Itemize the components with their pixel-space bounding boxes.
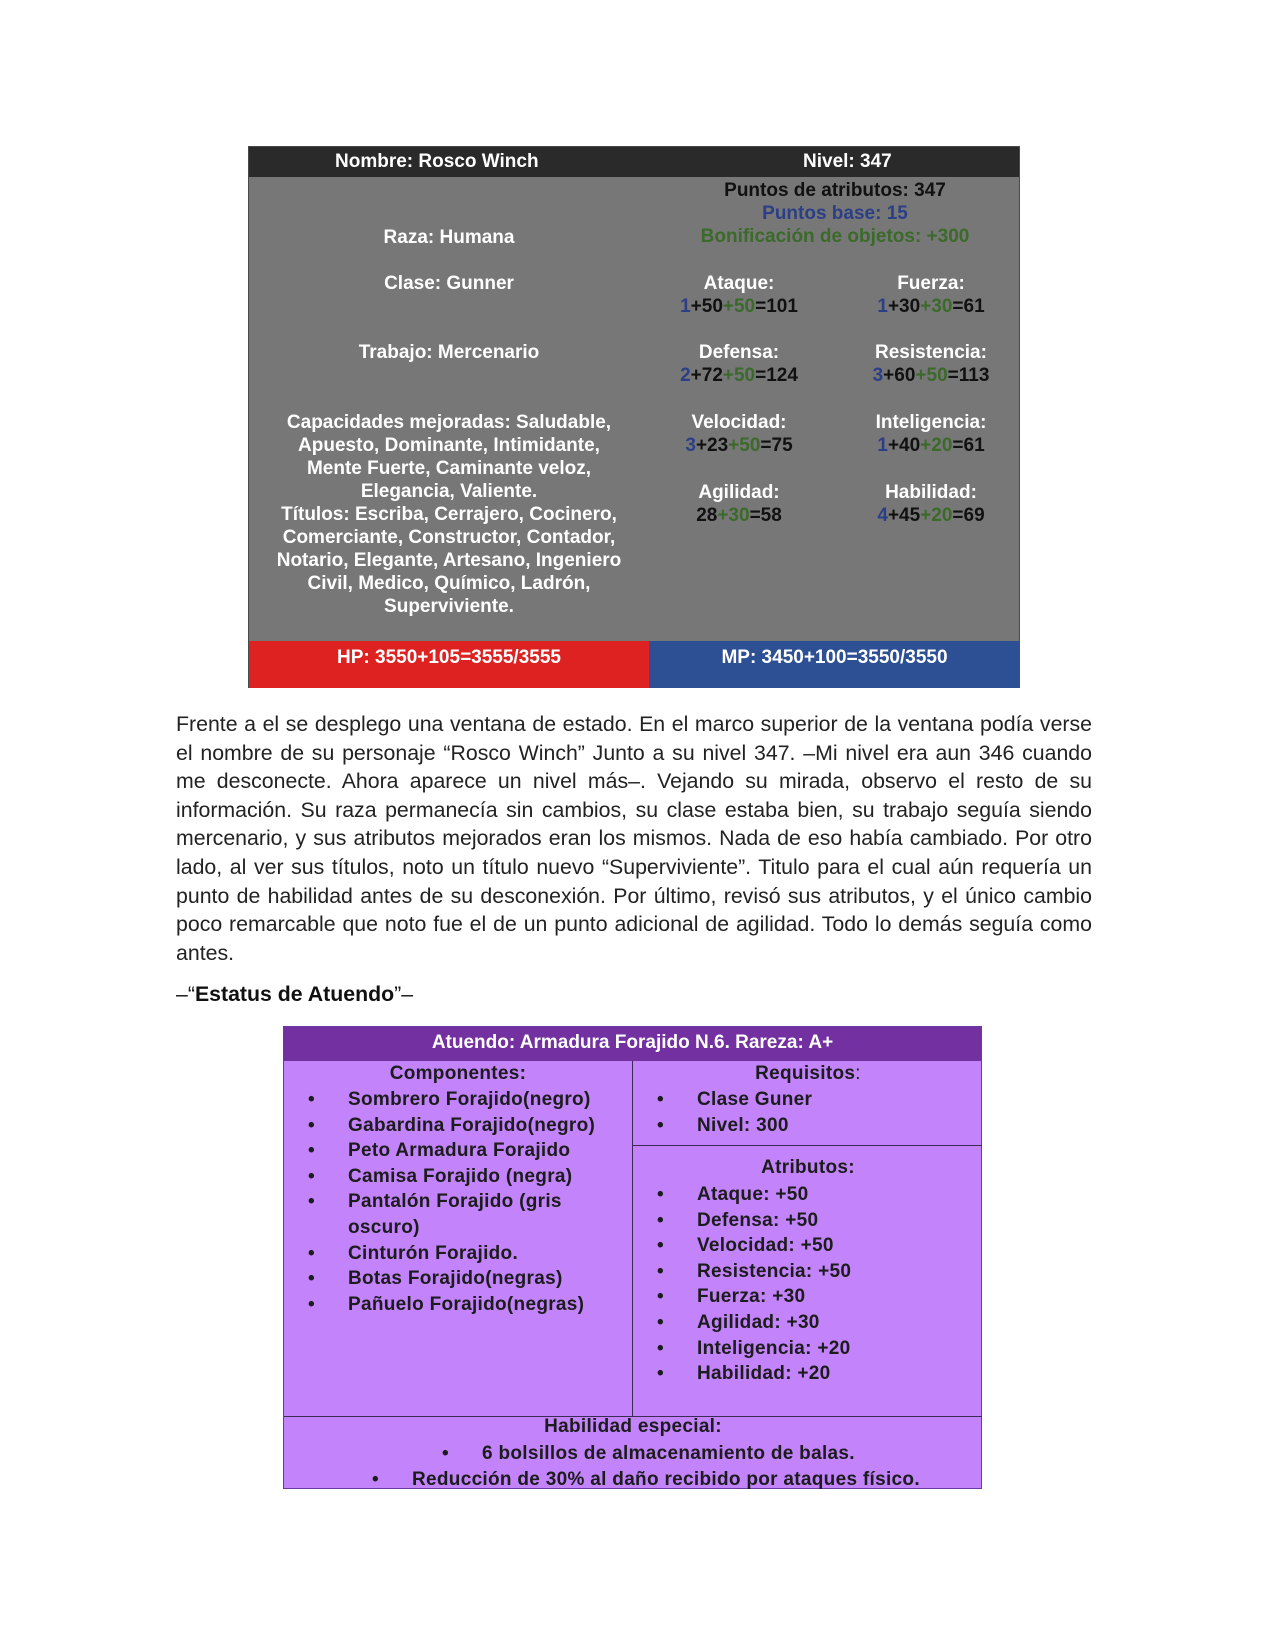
stat-value bbox=[649, 434, 829, 457]
titles-line: Comerciante, Constructor, Contador, bbox=[282, 527, 616, 548]
stat-mid: +60 bbox=[883, 365, 916, 386]
list-item: • Defensa: +50 bbox=[639, 1208, 979, 1234]
capabilities-line: Capacidades mejoradas: Saludable, bbox=[286, 412, 612, 433]
titles-line: Títulos: Escriba, Cerrajero, Cocinero, bbox=[281, 504, 617, 525]
character-level: Nivel: 347 bbox=[803, 151, 892, 172]
stat-name: Inteligencia: bbox=[875, 412, 987, 433]
stat-name: Defensa: bbox=[698, 342, 780, 363]
outfit-title: Atuendo: Armadura Forajido N.6. Rareza: A+ bbox=[284, 1027, 981, 1061]
stat-inteligencia bbox=[841, 411, 1021, 457]
special-ability-list bbox=[424, 1441, 964, 1467]
heading-suffix: ”– bbox=[394, 982, 414, 1006]
list-item: • Camisa Forajido (negra) bbox=[290, 1164, 630, 1190]
list-item: • Inteligencia: +20 bbox=[639, 1336, 979, 1362]
list-item: • Peto Armadura Forajido bbox=[290, 1138, 630, 1164]
capabilities-line: Mente Fuerte, Caminante veloz, bbox=[306, 458, 591, 479]
stat-agilidad bbox=[649, 481, 829, 527]
outfit-status-heading bbox=[176, 982, 413, 1007]
stat-mid: +40 bbox=[887, 435, 921, 456]
titles-line: Superviviente. bbox=[384, 596, 514, 617]
list-item: • Habilidad: +20 bbox=[639, 1361, 979, 1387]
stat-bonus: +20 bbox=[920, 435, 953, 456]
stat-value bbox=[841, 434, 1021, 457]
heading-prefix: –“ bbox=[176, 982, 195, 1006]
stat-bonus: +50 bbox=[722, 365, 756, 386]
stat-name: Ataque: bbox=[703, 273, 775, 294]
stat-habilidad bbox=[841, 481, 1021, 527]
list-item: • Reducción de 30% al daño recibido por ataques físico. bbox=[354, 1467, 974, 1493]
stat-bonus: +20 bbox=[920, 505, 953, 526]
list-item: • Clase Guner bbox=[639, 1087, 979, 1113]
list-item: • Cinturón Forajido. bbox=[290, 1241, 630, 1267]
stat-base: 1 bbox=[877, 435, 888, 456]
titles-line: Notario, Elegante, Artesano, Ingeniero bbox=[276, 550, 622, 571]
base-points: Puntos base: 15 bbox=[762, 203, 908, 224]
list-item: • Ataque: +50 bbox=[639, 1182, 979, 1208]
stat-bonus: +50 bbox=[915, 365, 948, 386]
stat-name: Velocidad: bbox=[691, 412, 787, 433]
list-item: • Gabardina Forajido(negro) bbox=[290, 1113, 630, 1139]
job: Trabajo: Mercenario bbox=[358, 342, 540, 363]
stat-defensa bbox=[649, 341, 829, 387]
titles-line: Civil, Medico, Químico, Ladrón, bbox=[307, 573, 591, 594]
special-ability-list bbox=[354, 1467, 974, 1493]
stat-resistencia bbox=[841, 341, 1021, 387]
stat-total: =61 bbox=[952, 435, 985, 456]
attributes-heading: Atributos: bbox=[761, 1157, 855, 1178]
mp-bar: MP: 3450+100=3550/3550 bbox=[649, 641, 1020, 688]
stat-total: =124 bbox=[755, 365, 798, 386]
list-item: • Resistencia: +50 bbox=[639, 1259, 979, 1285]
stat-bonus: +50 bbox=[728, 435, 761, 456]
capabilities bbox=[249, 411, 649, 618]
components-list bbox=[290, 1087, 630, 1317]
stat-base: 4 bbox=[877, 505, 888, 526]
paragraph-text: Frente a el se desplego una ventana de estado. En el marco superior de la ventana podía verse el nombre de su personaje “Rosco Winch” Junto a su nivel 347. –Mi nivel era aun 346 cuando me desconecte. Ahora aparece un nivel más–. Vejando su mirada, observo el resto de su información. Su raza permanecía sin cambios, su clase estaba bien, su trabajo seguía siendo mercenario, y sus atributos mejorados eran los mismos. Nada de eso había cambiado. Por otro lado, al ver sus títulos, noto un título nuevo “Superviviente”. Titulo para el cual aún requería un punto de habilidad antes de su desconexión. Por último, revisó sus atributos, y el único cambio poco remarcable que noto fue el de un punto adicional de agilidad. Todo lo demás seguía como antes. bbox=[176, 712, 1092, 965]
stat-mid: +50 bbox=[690, 296, 723, 317]
stat-total: =75 bbox=[760, 435, 793, 456]
stat-bonus: +50 bbox=[722, 296, 756, 317]
class: Clase: Gunner bbox=[384, 273, 514, 294]
attributes-list bbox=[639, 1182, 979, 1387]
special-ability-heading: Habilidad especial: bbox=[544, 1416, 722, 1437]
heading-bold: Estatus de Atuendo bbox=[194, 982, 395, 1006]
requirements-colon: : bbox=[855, 1063, 861, 1084]
narrative-paragraph bbox=[176, 710, 1092, 967]
list-item: • Agilidad: +30 bbox=[639, 1310, 979, 1336]
list-item: • Nivel: 300 bbox=[639, 1113, 979, 1139]
stat-value bbox=[649, 364, 829, 387]
stat-base: 1 bbox=[877, 296, 888, 317]
stat-total: =61 bbox=[952, 296, 985, 317]
outfit-table bbox=[283, 1026, 982, 1489]
row-divider bbox=[632, 1145, 982, 1146]
capabilities-line: Elegancia, Valiente. bbox=[360, 481, 538, 502]
stat-mid: +72 bbox=[690, 365, 723, 386]
requirements-heading-text: Requisitos bbox=[755, 1063, 856, 1084]
stat-mid: +30 bbox=[887, 296, 921, 317]
stat-base: 1 bbox=[680, 296, 691, 317]
column-divider bbox=[632, 1061, 633, 1416]
capabilities-line: Apuesto, Dominante, Intimidante, bbox=[298, 435, 600, 456]
hp-bar: HP: 3550+105=3555/3555 bbox=[249, 641, 649, 688]
stat-total: =69 bbox=[952, 505, 985, 526]
character-name: Nombre: Rosco Winch bbox=[335, 151, 539, 172]
stat-name: Fuerza: bbox=[897, 273, 965, 294]
components-heading: Componentes: bbox=[389, 1063, 527, 1084]
race: Raza: Humana bbox=[383, 227, 515, 248]
list-item: • Botas Forajido(negras) bbox=[290, 1266, 630, 1292]
stat-value bbox=[841, 504, 1021, 527]
stat-mid: +23 bbox=[695, 435, 729, 456]
status-header bbox=[249, 147, 1019, 177]
list-item: • Fuerza: +30 bbox=[639, 1284, 979, 1310]
stat-mid: 28 bbox=[696, 505, 718, 526]
stat-bonus: +30 bbox=[920, 296, 953, 317]
stat-velocidad bbox=[649, 411, 829, 457]
list-item: • 6 bolsillos de almacenamiento de balas. bbox=[424, 1441, 964, 1467]
stat-value bbox=[841, 295, 1021, 318]
stat-ataque bbox=[649, 272, 829, 318]
stat-total: =113 bbox=[947, 365, 990, 386]
stat-base: 3 bbox=[872, 365, 884, 386]
stat-total: =58 bbox=[749, 505, 782, 526]
stat-base: 2 bbox=[680, 365, 691, 386]
requirements-list bbox=[639, 1087, 979, 1138]
list-item: • Pantalón Forajido (gris oscuro) bbox=[290, 1189, 578, 1240]
stat-base: 3 bbox=[685, 435, 696, 456]
stat-value bbox=[841, 364, 1021, 387]
stat-name: Habilidad: bbox=[885, 482, 977, 503]
requirements-heading bbox=[633, 1063, 983, 1085]
status-window bbox=[248, 146, 1020, 688]
stat-fuerza bbox=[841, 272, 1021, 318]
stat-value bbox=[649, 295, 829, 318]
attribute-points: Puntos de atributos: 347 bbox=[724, 180, 946, 201]
list-item: • Velocidad: +50 bbox=[639, 1233, 979, 1259]
stat-bonus: +30 bbox=[717, 505, 750, 526]
item-bonus: Bonificación de objetos: +300 bbox=[700, 226, 970, 247]
list-item: • Pañuelo Forajido(negras) bbox=[290, 1292, 630, 1318]
stat-total: =101 bbox=[755, 296, 798, 317]
stat-mid: +45 bbox=[887, 505, 921, 526]
stat-name: Agilidad: bbox=[698, 482, 780, 503]
list-item: • Sombrero Forajido(negro) bbox=[290, 1087, 630, 1113]
stat-name: Resistencia: bbox=[875, 342, 987, 363]
stat-value bbox=[649, 504, 829, 527]
